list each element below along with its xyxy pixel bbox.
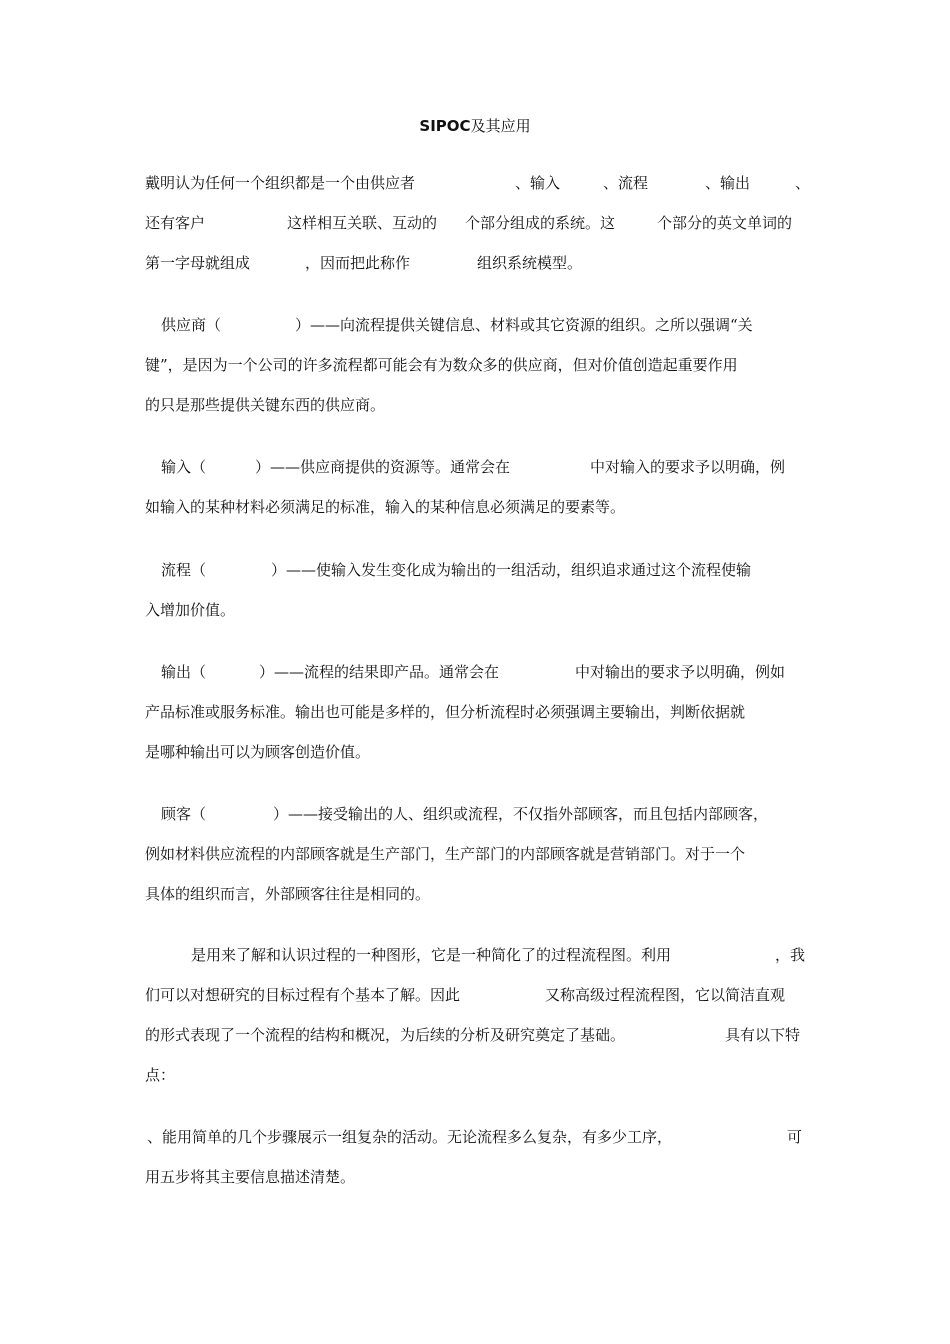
document-title — [0, 114, 950, 138]
text-segment: ，因而把此称作 — [305, 254, 411, 272]
text-segment: 流程（ — [161, 561, 207, 579]
text-segment: 如输入的某种材料必须满足的标准，输入的某种信息必须满足的要素等。 — [145, 498, 626, 516]
text-segment: 入增加价值。 — [145, 601, 236, 619]
text-segment: 的形式表现了一个流程的结构和概况，为后续的分析及研究奠定了基础。 — [145, 1026, 626, 1044]
text-segment: 中对输出的要求予以明确，例如 — [575, 663, 786, 681]
text-segment: 是用来了解和认识过程的一种图形，它是一种简化了的过程流程图。利用 — [191, 946, 672, 964]
text-line — [145, 874, 810, 914]
text-line — [145, 203, 810, 243]
text-line — [145, 550, 810, 590]
text-segment: 还有客户 — [145, 214, 206, 232]
text-line — [145, 975, 810, 1015]
text-line — [145, 1015, 810, 1055]
paragraph-customer — [145, 794, 810, 914]
text-segment: 输入（ — [161, 458, 207, 476]
text-line — [145, 1157, 810, 1197]
title-sipoc: SIPOC — [419, 117, 471, 135]
text-segment: 第一字母就组成 — [145, 254, 251, 272]
text-segment: 的只是那些提供关键东西的供应商。 — [145, 396, 386, 414]
text-line — [145, 447, 810, 487]
text-segment: 、流程 — [603, 174, 649, 192]
text-line — [145, 935, 810, 975]
text-line — [145, 243, 810, 283]
text-line — [145, 652, 810, 692]
paragraph-process — [145, 550, 810, 630]
paragraph-description — [145, 935, 810, 1095]
text-segment: 又称高级过程流程图，它以简洁直观 — [545, 986, 786, 1004]
paragraph-feature-1 — [145, 1117, 810, 1197]
text-segment: 产品标准或服务标准。输出也可能是多样的，但分析流程时必须强调主要输出，判断依据就 — [145, 703, 746, 721]
text-segment: 们可以对想研究的目标过程有个基本了解。因此 — [145, 986, 461, 1004]
text-line — [145, 692, 810, 732]
text-segment: 、输入 — [515, 174, 561, 192]
text-segment: 具有以下特 — [725, 1026, 801, 1044]
paragraph-intro — [145, 163, 810, 283]
text-segment: ）——接受输出的人、组织或流程，不仅指外部顾客，而且包括内部顾客， — [273, 805, 769, 823]
text-line — [145, 305, 810, 345]
text-line — [145, 590, 810, 630]
text-segment: 戴明认为任何一个组织都是一个由供应者 — [145, 174, 416, 192]
text-segment: ，我 — [775, 946, 806, 964]
text-line — [145, 487, 810, 527]
text-line — [145, 834, 810, 874]
paragraph-supplier — [145, 305, 810, 425]
text-segment: ）——使输入发生变化成为输出的一组活动，组织追求通过这个流程使输 — [271, 561, 752, 579]
text-segment: 个部分的英文单词的 — [657, 214, 793, 232]
text-segment: 这样相互关联、互动的 — [287, 214, 438, 232]
text-segment: 、能用简单的几个步骤展示一组复杂的活动。无论流程多么复杂，有多少工序， — [147, 1128, 673, 1146]
paragraph-input — [145, 447, 810, 527]
text-line — [145, 1055, 810, 1095]
text-line — [145, 732, 810, 772]
text-segment: 输出（ — [161, 663, 207, 681]
text-segment: 键”，是因为一个公司的许多流程都可能会有为数众多的供应商，但对价值创造起重要作用 — [145, 356, 738, 374]
text-segment: 组织系统模型。 — [477, 254, 583, 272]
text-segment: 点： — [145, 1066, 176, 1084]
paragraph-output — [145, 652, 810, 772]
text-segment: 用五步将其主要信息描述清楚。 — [145, 1168, 356, 1186]
text-segment: 例如材料供应流程的内部顾客就是生产部门，生产部门的内部顾客就是营销部门。对于一个 — [145, 845, 746, 863]
text-line — [145, 163, 810, 203]
text-segment: 可 — [787, 1128, 803, 1146]
text-segment: ）——流程的结果即产品。通常会在 — [259, 663, 500, 681]
text-segment: ）——向流程提供关键信息、材料或其它资源的组织。之所以强调“关 — [295, 316, 753, 334]
text-segment: 中对输入的要求予以明确，例 — [590, 458, 786, 476]
text-segment: 、输出 — [705, 174, 751, 192]
text-segment: 个部分组成的系统。这 — [465, 214, 616, 232]
text-segment: 供应商（ — [161, 316, 222, 334]
text-segment: 、 — [795, 174, 811, 192]
text-line — [145, 345, 810, 385]
text-line — [145, 794, 810, 834]
title-rest: 及其应用 — [470, 117, 531, 135]
text-segment: 具体的组织而言，外部顾客往往是相同的。 — [145, 885, 431, 903]
text-segment: 是哪种输出可以为顾客创造价值。 — [145, 743, 371, 761]
text-segment: ）——供应商提供的资源等。通常会在 — [255, 458, 511, 476]
text-line — [145, 385, 810, 425]
text-segment: 顾客（ — [161, 805, 207, 823]
text-line — [145, 1117, 810, 1157]
